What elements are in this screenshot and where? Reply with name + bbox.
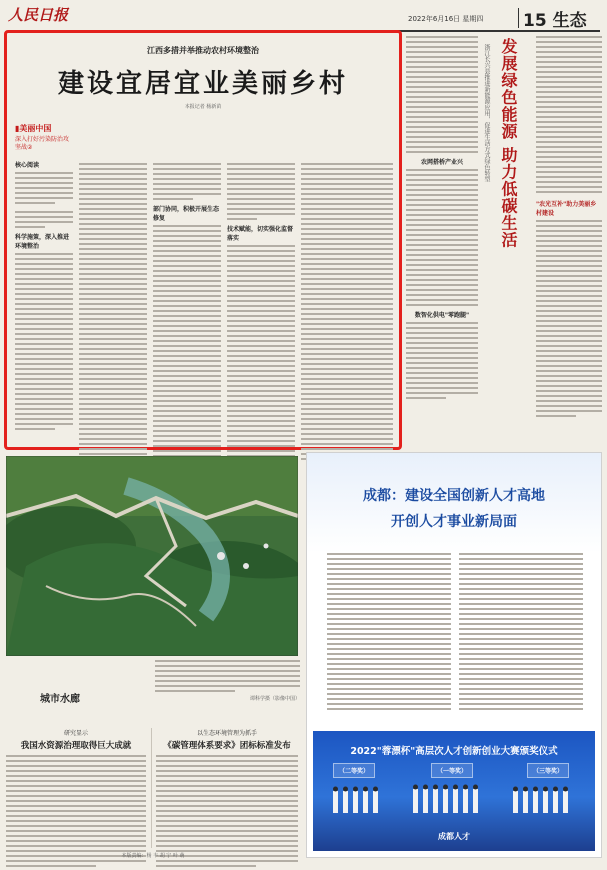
wetland-aerial-photo[interactable] [6, 456, 298, 656]
section-heading: 核心阅读 [15, 162, 40, 169]
side-box-title: "农光互补"助力美丽乡村建设 [536, 201, 597, 217]
column-tag [15, 123, 73, 207]
text-column-3 [153, 163, 221, 465]
brief-title[interactable]: 《碳管理体系要求》团标标准发布 [163, 741, 291, 751]
award-ceremony-photo[interactable] [313, 731, 595, 851]
masthead-divider [518, 8, 519, 28]
lead-kicker: 江西多措并举推动农村环境整治 [147, 45, 259, 55]
side-article-title[interactable]: 发展绿色能源 助力低碳生活 [499, 38, 518, 249]
section-heading: 科学施策，深入推进环境整治 [15, 234, 70, 250]
side-text-column-1 [406, 36, 478, 402]
award-third-label: （三等奖） [527, 763, 569, 778]
editor-credit: 本版责编：杨 丰 胡 宁 叶 萌 [121, 853, 185, 859]
issue-date: 2022年6月16日 星期四 [408, 15, 484, 23]
page-number: 15 [523, 11, 547, 31]
section-name: 生态 [552, 11, 587, 31]
section-heading: 数智化供电"零跑腿" [414, 312, 470, 319]
lead-byline: 本报记者 杨新苗 [184, 104, 222, 110]
photo-caption [155, 660, 300, 702]
masthead [8, 4, 600, 32]
brief-1[interactable] [6, 728, 146, 870]
text-column-5 [301, 163, 393, 463]
column-divider [151, 728, 152, 848]
photo-image [6, 456, 298, 656]
photo-credit: 谭科学摄（影像中国） [249, 696, 300, 702]
column-tag-title: ▮美丽中国 [15, 124, 52, 133]
award-second-label: （二等奖） [333, 763, 375, 778]
section-heading: 技术赋能，切实强化监督落实 [227, 226, 294, 242]
lead-article-highlight[interactable] [4, 30, 402, 450]
text-column-1 [15, 211, 73, 433]
side-article[interactable] [406, 30, 602, 450]
text-column-2 [79, 163, 147, 463]
feature-title-line-2[interactable]: 开创人才事业新局面 [391, 514, 517, 530]
brief-kicker: 以生态环境管理为抓手 [196, 730, 257, 737]
section-heading: 部门协同，积极开展生态修复 [153, 206, 220, 222]
brief-title[interactable]: 我国水资源治理取得巨大成就 [20, 741, 132, 751]
photo-title: 城市水廊 [40, 694, 80, 705]
text-column-4 [227, 163, 295, 465]
section-heading: 农网搭桥产业兴 [420, 159, 463, 166]
ceremony-title: 2022"蓉漂杯"高层次人才创新创业大赛颁奖仪式 [350, 746, 558, 757]
brief-2[interactable] [156, 728, 298, 870]
feature-title-line-1[interactable]: 成都：建设全国创新人才高地 [363, 488, 545, 504]
column-tag-subtitle: 深入打好污染防治攻坚战② [15, 136, 70, 151]
chengdu-talent-feature[interactable] [306, 452, 602, 858]
side-text-column-2 [536, 36, 602, 420]
brief-kicker: 研究显示 [63, 730, 88, 737]
page-label [523, 6, 587, 31]
side-article-subtitle: 浙江长兴县推进新能源应用，促进生活方式绿色转型 [483, 44, 490, 182]
newspaper-logo: 人民日报 [8, 6, 69, 24]
feature-body [327, 553, 583, 713]
winners-row [313, 783, 595, 823]
chengdu-talent-logo: 成都人才 [438, 832, 470, 841]
award-first-label: （一等奖） [431, 763, 473, 778]
lead-headline[interactable]: 建设宜居宜业美丽乡村 [57, 69, 348, 99]
